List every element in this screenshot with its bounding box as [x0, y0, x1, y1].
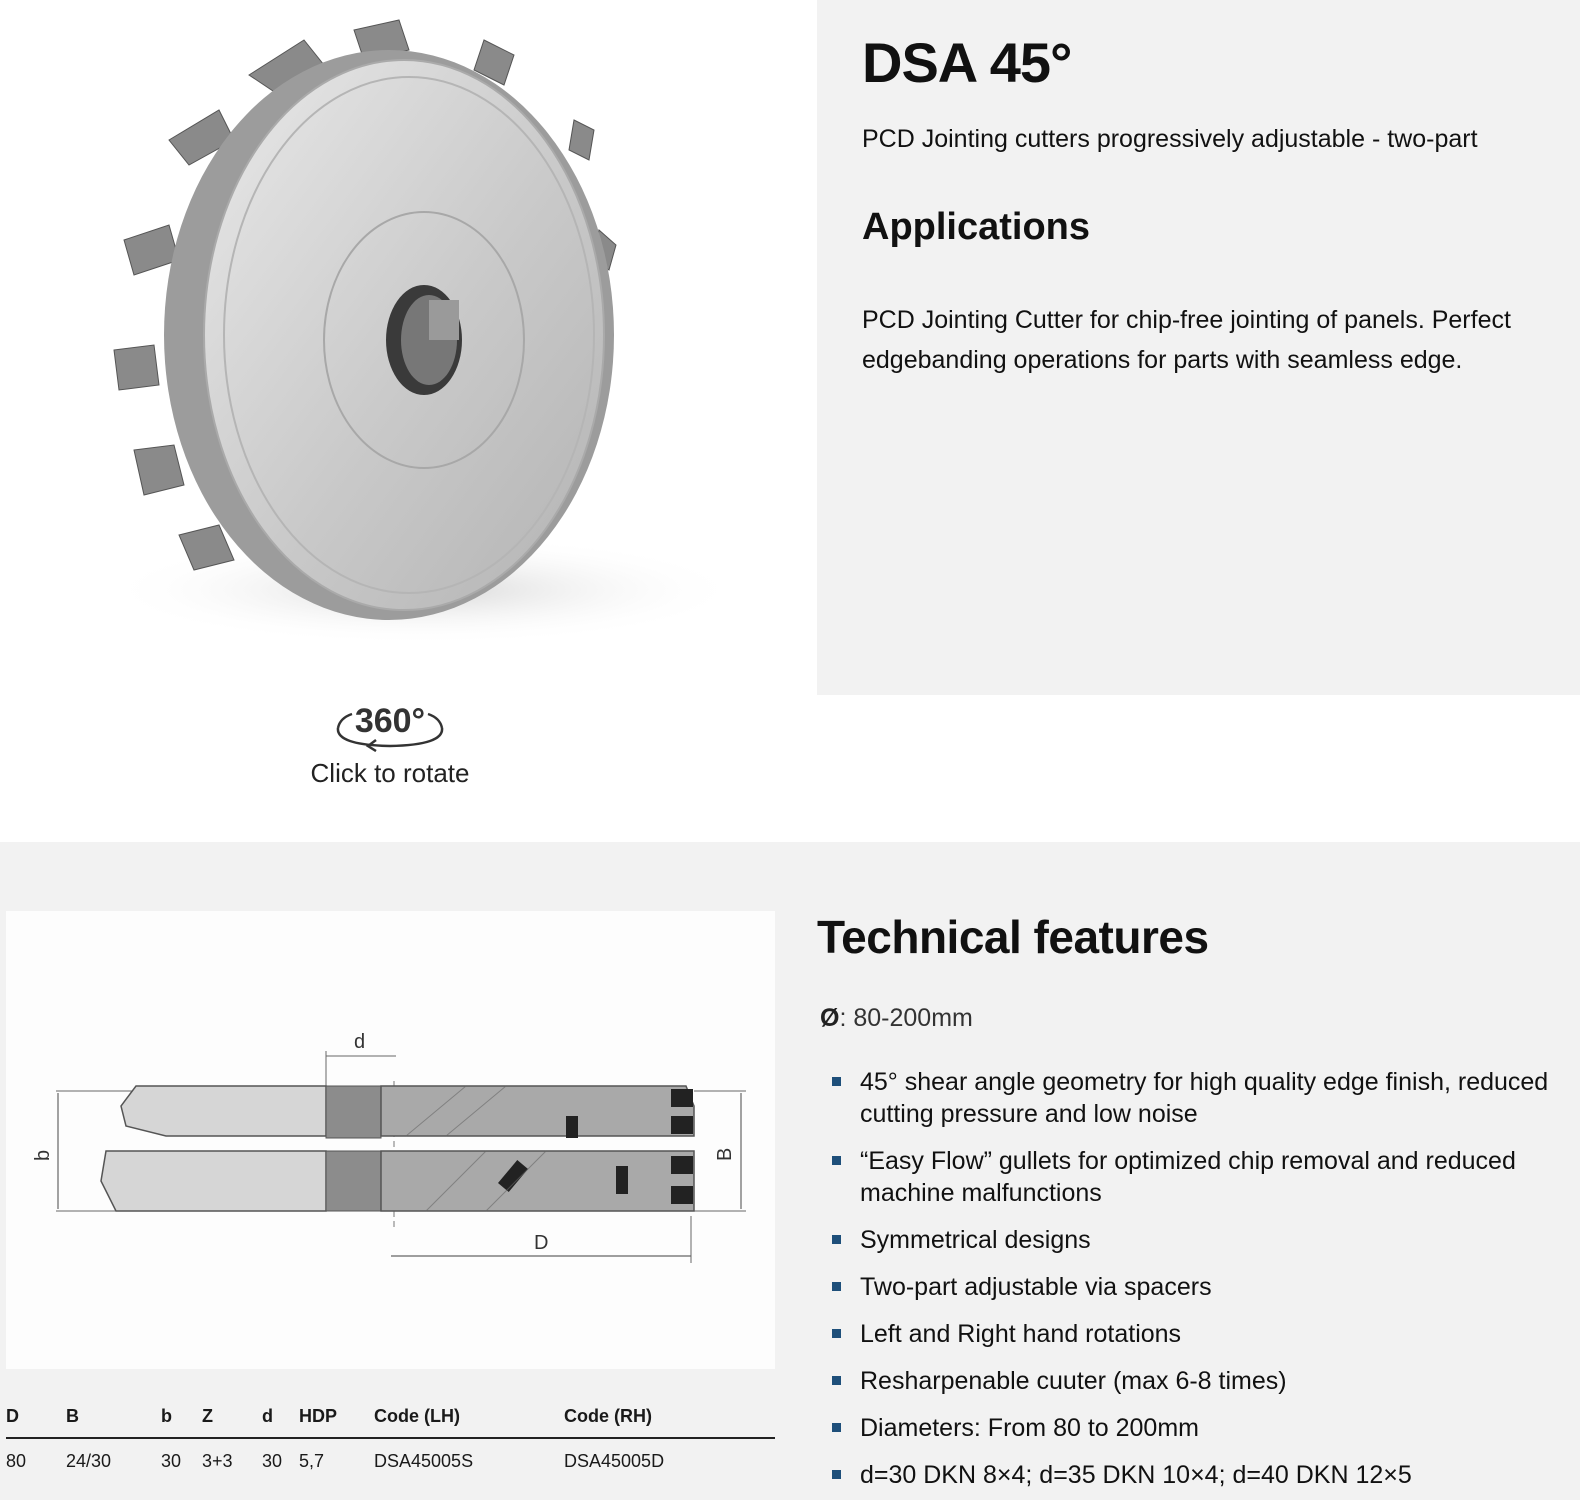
- feature-text: Resharpenable cuuter (max 6-8 times): [860, 1367, 1287, 1395]
- feature-text: d=30 DKN 8×4; d=35 DKN 10×4; d=40 DKN 12×5: [860, 1461, 1412, 1489]
- spec-table-header-row: [6, 1398, 775, 1438]
- applications-text: PCD Jointing Cutter for chip-free jointing of panels. Perfect edgebanding operations for parts with seamless edge.: [862, 306, 1511, 374]
- square-bullet-icon: [832, 1282, 841, 1291]
- col-header-Z: Z: [202, 1398, 262, 1438]
- square-bullet-icon: [832, 1077, 841, 1086]
- col-header-code-rh: Code (RH): [564, 1398, 775, 1438]
- feature-text: “Easy Flow” gullets for optimized chip removal and reduced machine malfunctions: [860, 1147, 1516, 1207]
- dimension-b-label: b: [32, 1149, 54, 1161]
- rotate-360-control[interactable]: [290, 700, 490, 795]
- list-item: [830, 1459, 1560, 1491]
- square-bullet-icon: [832, 1156, 841, 1165]
- table-cell: DSA45005D: [564, 1451, 665, 1471]
- table-cell: 30: [161, 1451, 182, 1471]
- diameter-value: : 80-200mm: [839, 1004, 973, 1032]
- feature-text: Diameters: From 80 to 200mm: [860, 1414, 1199, 1442]
- feature-text: Left and Right hand rotations: [860, 1320, 1182, 1348]
- table-row: [6, 1438, 775, 1478]
- feature-text: Symmetrical designs: [860, 1226, 1091, 1254]
- col-header-D: D: [6, 1398, 66, 1438]
- feature-list: [830, 1066, 1560, 1506]
- feature-text: 45° shear angle geometry for high quality edge finish, reduced cutting pressure and low noise: [860, 1068, 1549, 1128]
- spec-table: [6, 1398, 775, 1478]
- col-header-code-lh: Code (LH): [374, 1398, 564, 1438]
- feature-text: Two-part adjustable via spacers: [860, 1273, 1212, 1301]
- square-bullet-icon: [832, 1470, 841, 1479]
- rotate-badge-text: 360°: [354, 702, 426, 740]
- list-item: [830, 1066, 1560, 1130]
- list-item: [830, 1224, 1560, 1256]
- product-title: DSA 45°: [862, 31, 1072, 94]
- cross-section-diagram: [6, 911, 775, 1369]
- square-bullet-icon: [832, 1329, 841, 1338]
- technical-features-heading: Technical features: [817, 911, 1209, 963]
- product-info-panel: [817, 0, 1580, 695]
- list-item: [830, 1365, 1560, 1397]
- col-header-HDP: HDP: [299, 1398, 374, 1438]
- table-cell: 3+3: [202, 1451, 233, 1471]
- square-bullet-icon: [832, 1376, 841, 1385]
- technical-drawing: [6, 911, 775, 1369]
- square-bullet-icon: [832, 1423, 841, 1432]
- col-header-B: B: [66, 1398, 161, 1438]
- applications-heading: Applications: [862, 206, 1091, 248]
- list-item: [830, 1318, 1560, 1350]
- cutter-render: [4, 0, 774, 695]
- list-item: [830, 1145, 1560, 1209]
- col-header-b: b: [161, 1398, 202, 1438]
- rotate-360-icon: [328, 700, 453, 752]
- dimension-B-label: B: [714, 1147, 736, 1161]
- diameter-range: [820, 1004, 973, 1033]
- square-bullet-icon: [832, 1235, 841, 1244]
- dimension-d-label: d: [354, 1031, 366, 1053]
- list-item: [830, 1412, 1560, 1444]
- diameter-symbol: Ø: [820, 1004, 840, 1032]
- table-cell: 80: [6, 1451, 27, 1471]
- table-cell: 30: [262, 1451, 283, 1471]
- col-header-d: d: [262, 1398, 299, 1438]
- product-subtitle: PCD Jointing cutters progressively adjustable - two-part: [862, 125, 1478, 153]
- table-cell: 24/30: [66, 1451, 112, 1471]
- list-item: [830, 1271, 1560, 1303]
- rotate-label[interactable]: Click to rotate: [310, 758, 470, 788]
- table-cell: DSA45005S: [374, 1451, 474, 1471]
- table-cell: 5,7: [299, 1451, 325, 1471]
- product-image[interactable]: [4, 0, 774, 695]
- dimension-D-label: D: [534, 1232, 549, 1254]
